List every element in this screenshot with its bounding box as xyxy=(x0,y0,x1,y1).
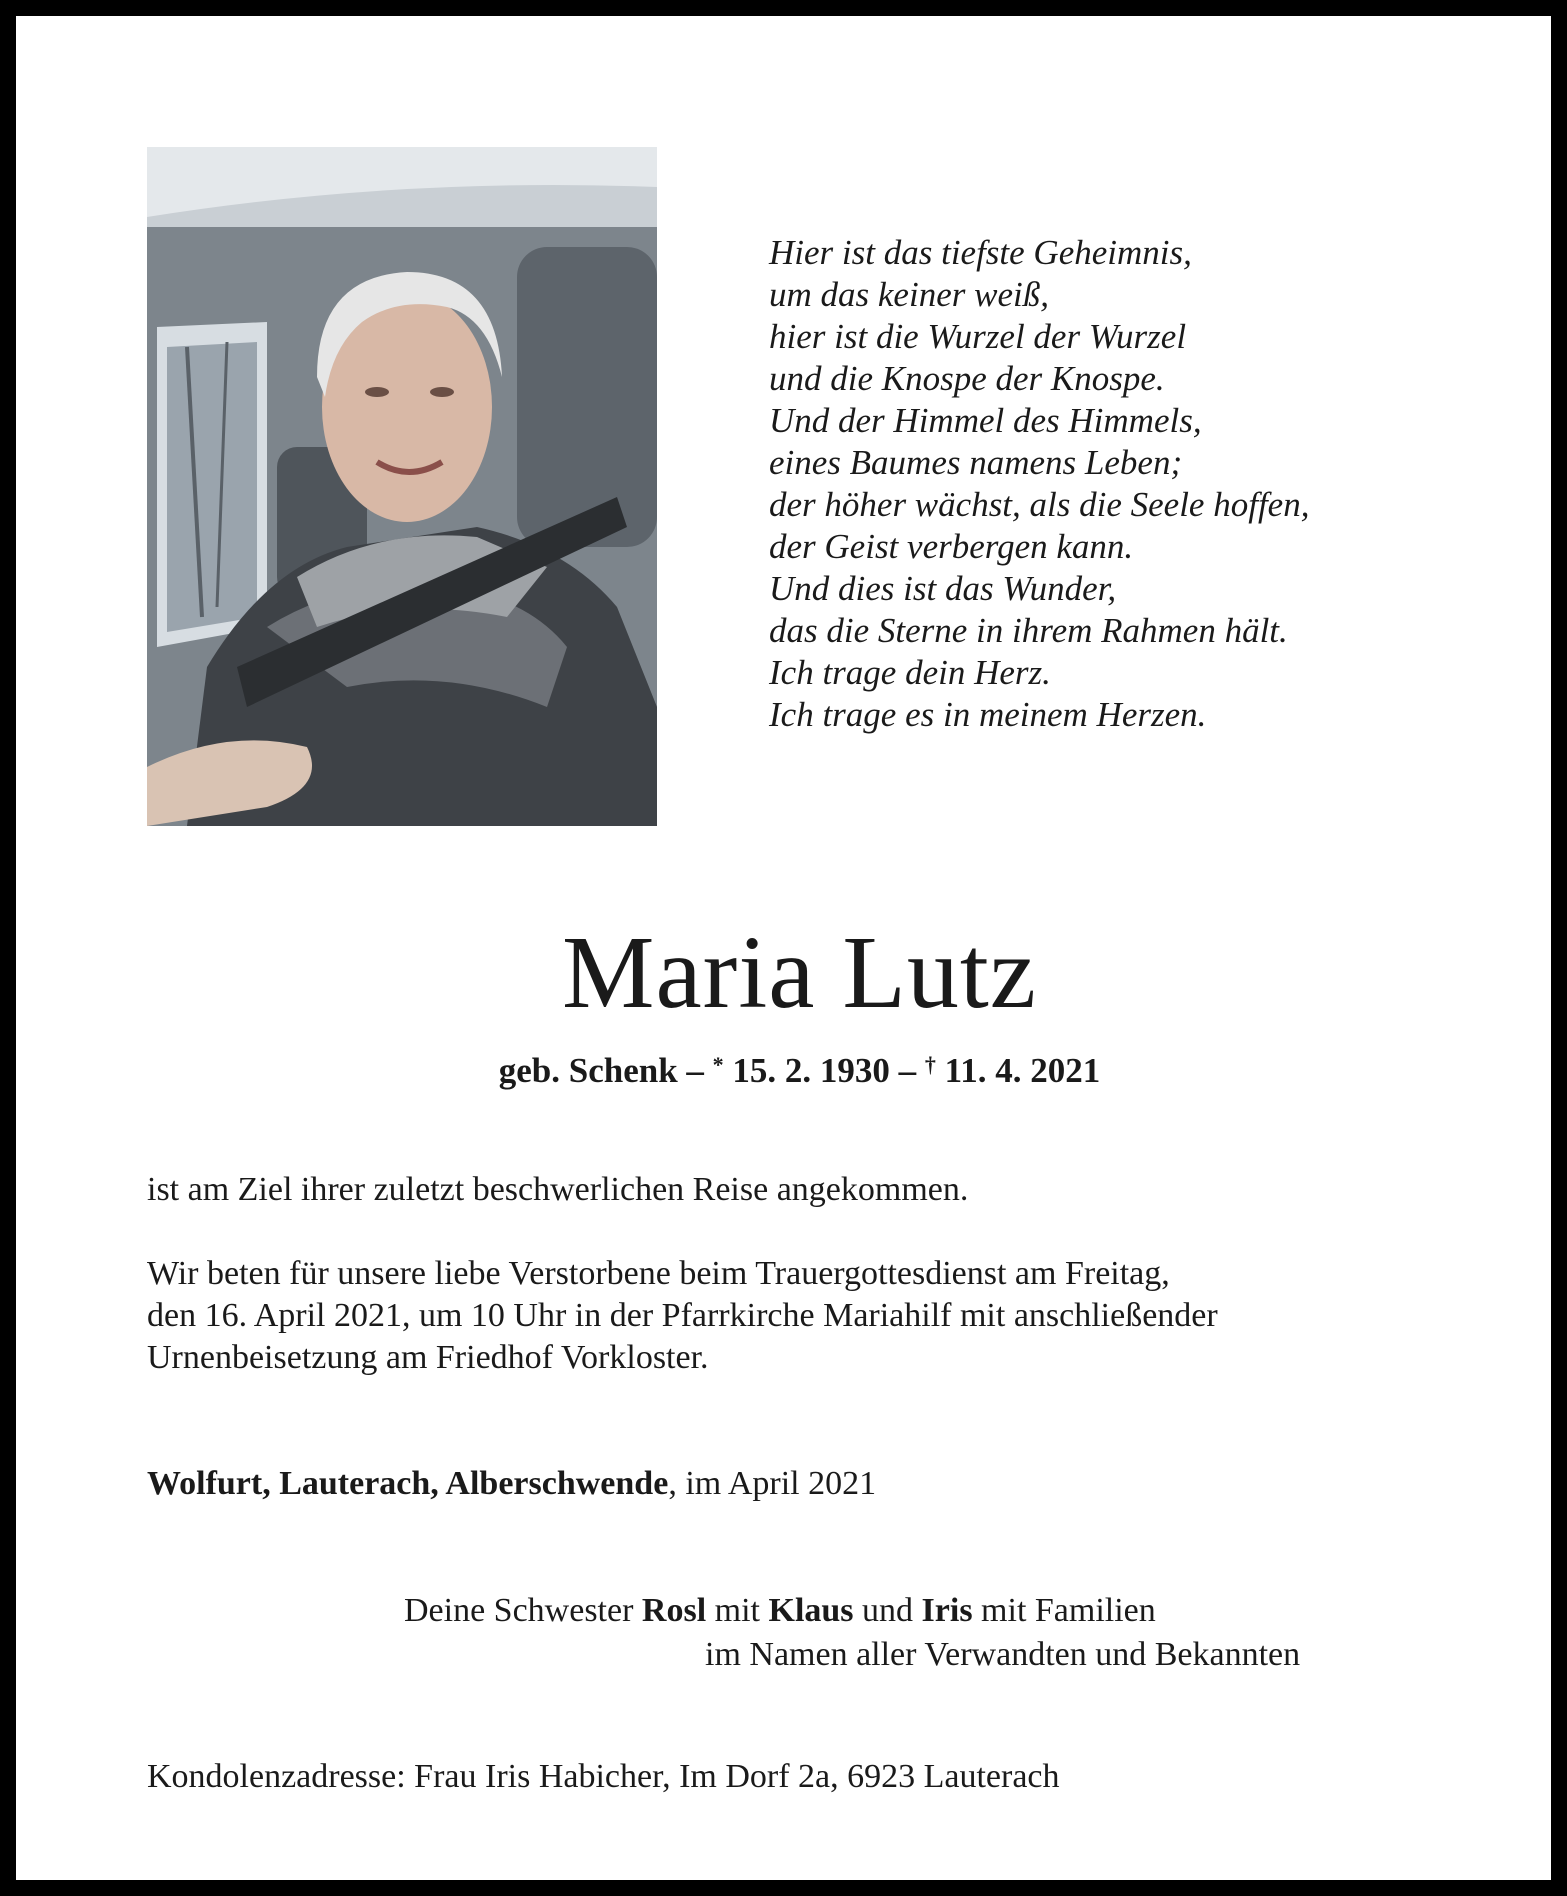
poem-line: Und der Himmel des Himmels, xyxy=(769,401,1202,440)
poem-line: Und dies ist das Wunder, xyxy=(769,569,1117,608)
mourner-name: Rosl xyxy=(641,1592,707,1629)
mourners-signature xyxy=(404,1589,1464,1677)
memorial-poem xyxy=(769,232,1469,736)
signature-prefix: Deine Schwester xyxy=(404,1592,642,1629)
places: Wolfurt, Lauterach, Alberschwende xyxy=(147,1465,669,1502)
service-line: den 16. April 2021, um 10 Uhr in der Pfarrkirche Mariahilf mit anschließender xyxy=(147,1297,1218,1334)
mourner-name: Iris xyxy=(921,1592,973,1629)
mourner-name: Klaus xyxy=(768,1592,854,1629)
poem-line: das die Sterne in ihrem Rahmen hält. xyxy=(769,611,1288,650)
poem-line: hier ist die Wurzel der Wurzel xyxy=(769,317,1187,356)
birth-mark: * xyxy=(712,1052,724,1077)
poem-line: der Geist verbergen kann. xyxy=(769,527,1134,566)
place-date-line xyxy=(147,1463,1467,1505)
condolence-address: Kondolenzadresse: Frau Iris Habicher, Im Dorf 2a, 6923 Lauterach xyxy=(147,1758,1060,1795)
death-mark: † xyxy=(924,1052,936,1077)
signature-connector: mit xyxy=(706,1592,769,1629)
signature-line-2: im Namen aller Verwandten und Bekannten xyxy=(705,1636,1301,1673)
announcement-date: , im April 2021 xyxy=(668,1465,877,1502)
intro-text: ist am Ziel ihrer zuletzt beschwerlichen Reise angekommen. xyxy=(147,1171,969,1208)
birth-name: geb. Schenk – xyxy=(498,1051,713,1090)
portrait-photo xyxy=(147,147,657,826)
service-announcement xyxy=(147,1253,1467,1379)
life-dates xyxy=(16,1042,1567,1094)
signature-suffix: mit Familien xyxy=(972,1592,1156,1629)
poem-line: Hier ist das tiefste Geheimnis, xyxy=(769,233,1192,272)
poem-line: Ich trage dein Herz. xyxy=(769,653,1051,692)
service-line: Urnenbeisetzung am Friedhof Vorkloster. xyxy=(147,1339,709,1376)
service-line: Wir beten für unsere liebe Verstorbene beim Trauergottesdienst am Freitag, xyxy=(147,1255,1170,1292)
poem-line: der höher wächst, als die Seele hoffen, xyxy=(769,485,1310,524)
birth-date: 15. 2. 1930 – xyxy=(723,1051,925,1090)
death-date: 11. 4. 2021 xyxy=(935,1051,1101,1090)
deceased-name: Maria Lutz xyxy=(562,915,1037,1030)
poem-line: um das keiner weiß, xyxy=(769,275,1049,314)
signature-line-1 xyxy=(404,1589,1464,1633)
poem-line: und die Knospe der Knospe. xyxy=(769,359,1165,398)
signature-connector: und xyxy=(853,1592,922,1629)
poem-line: Ich trage es in meinem Herzen. xyxy=(769,695,1207,734)
portrait-illustration xyxy=(147,147,657,826)
poem-line: eines Baumes namens Leben; xyxy=(769,443,1183,482)
